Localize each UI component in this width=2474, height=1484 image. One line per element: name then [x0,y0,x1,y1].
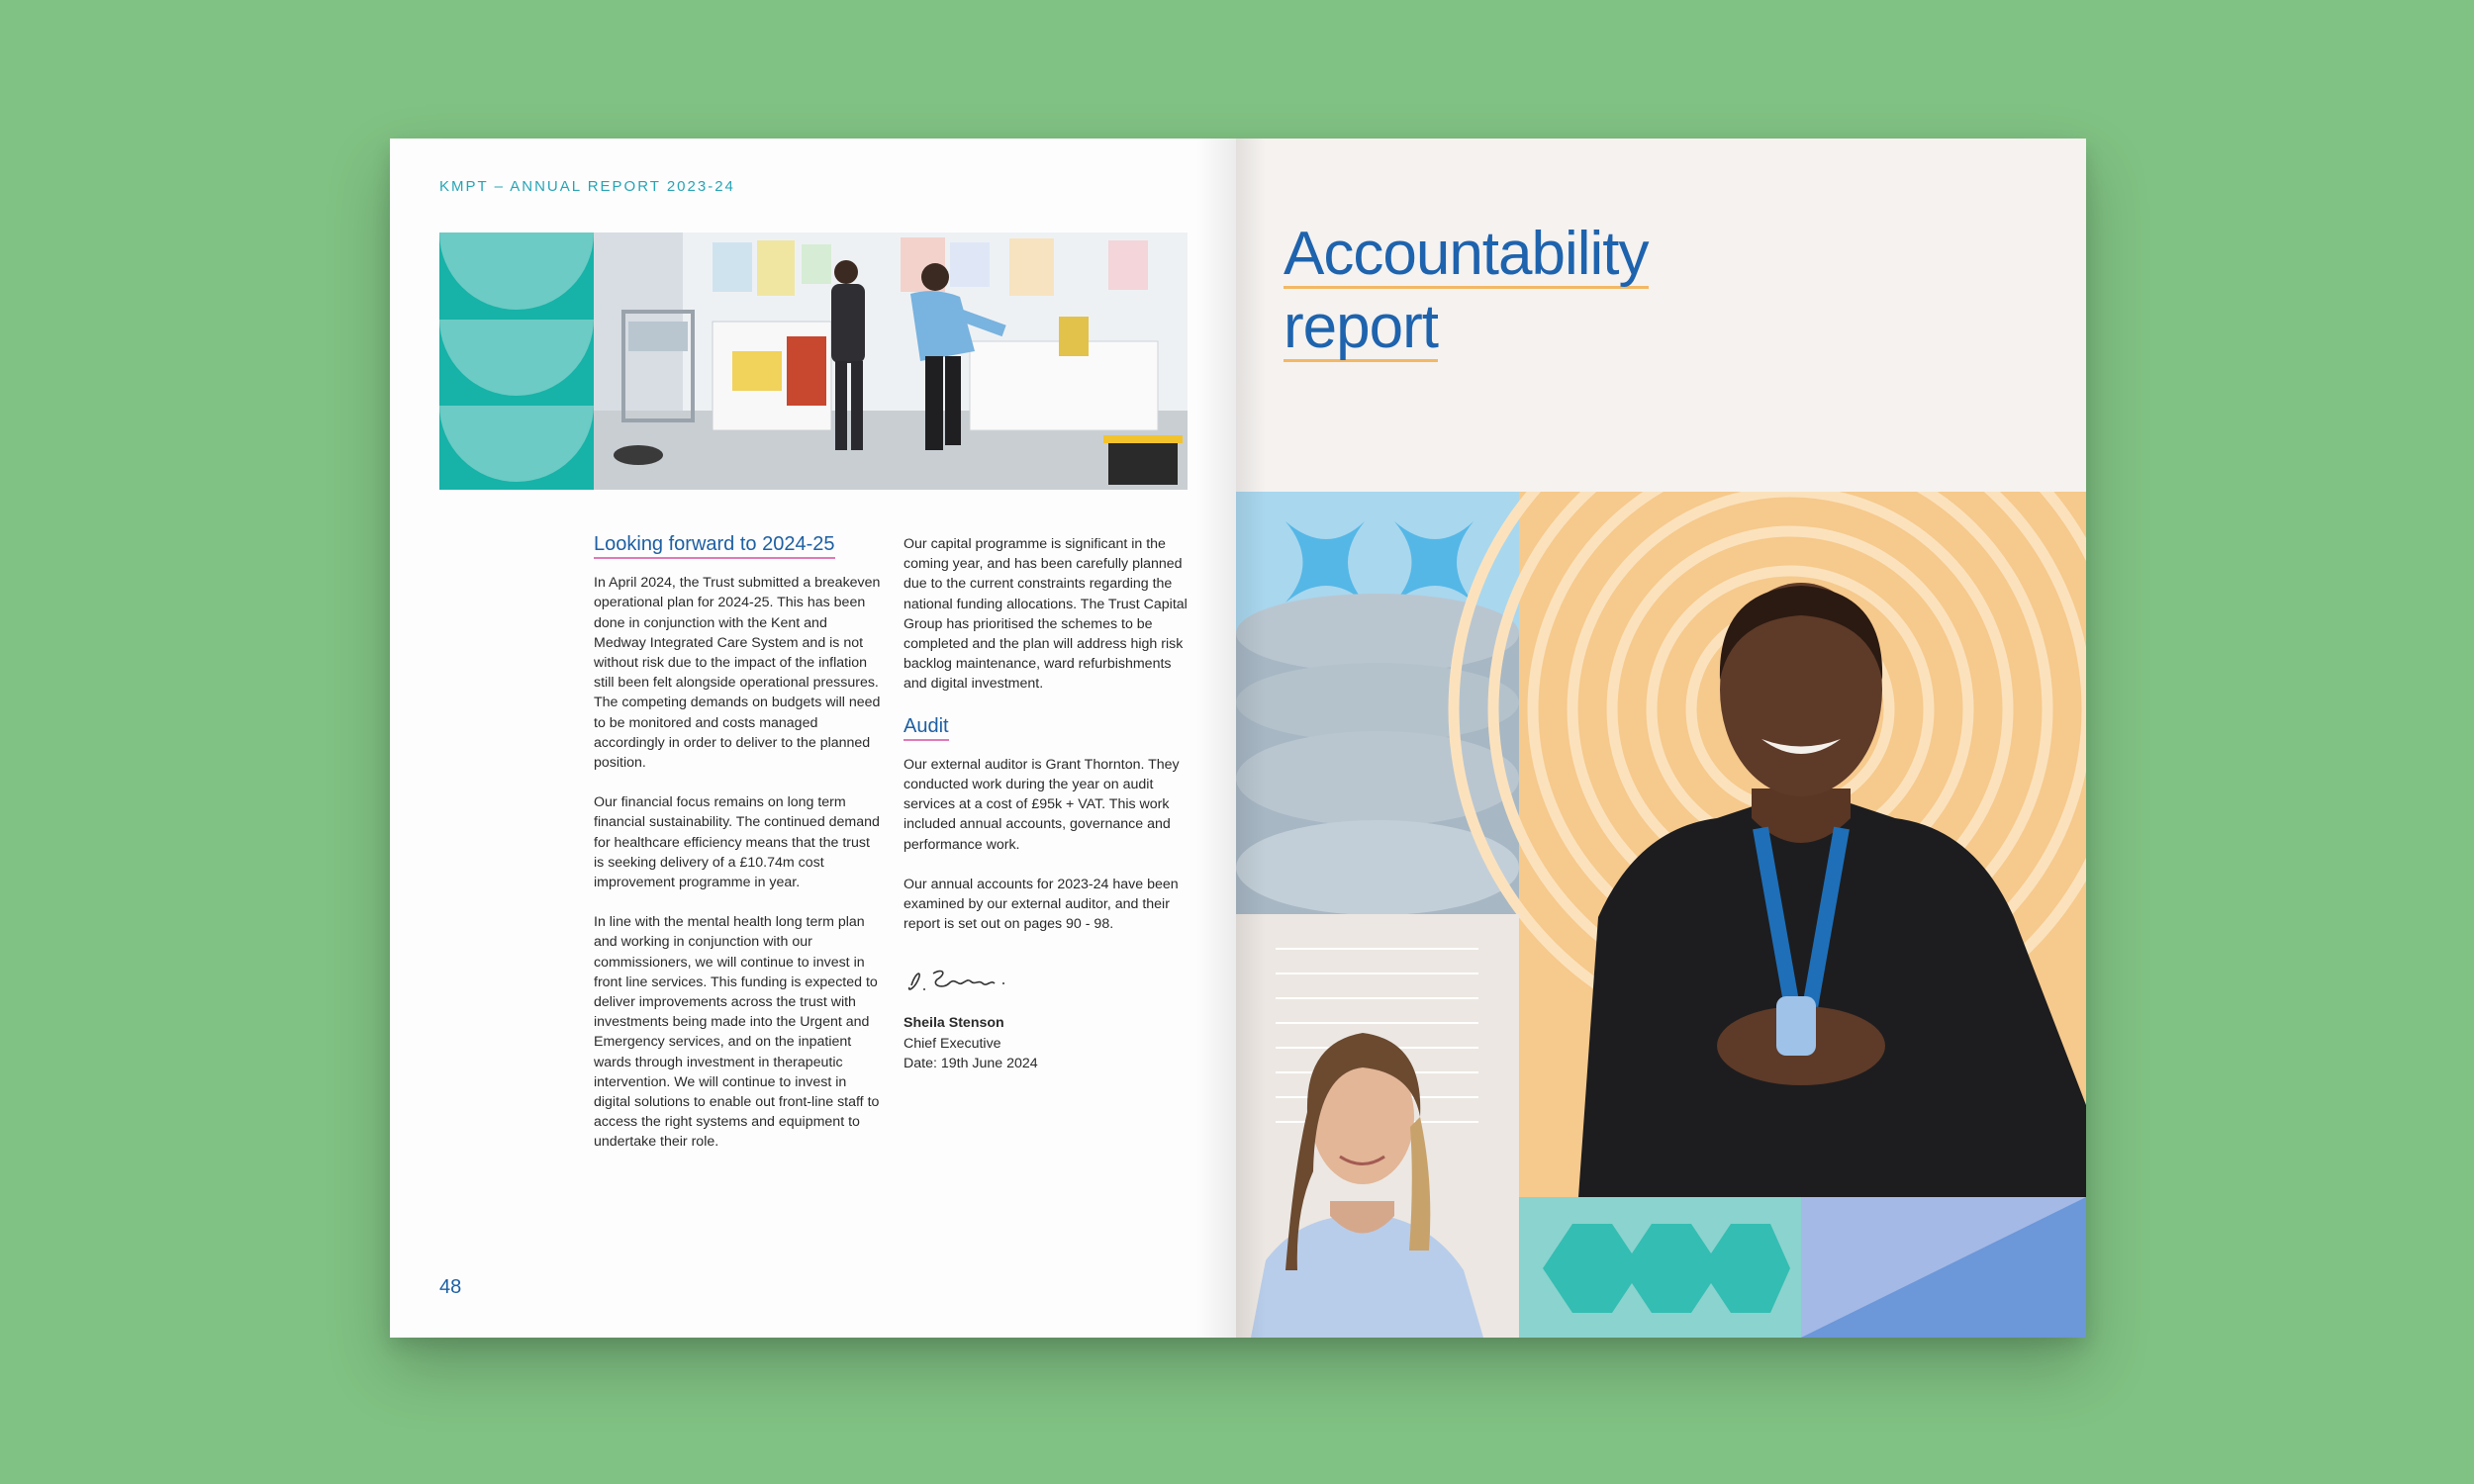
paragraph-financial-focus: Our financial focus remains on long term financial sustainability. The continued demand for healthcare efficiency means that the trust is seeking delivery of a £10.74m cost improvement programme in year. [594,794,880,891]
handwritten-signature [904,960,1190,999]
nurse-portrait-photo [1236,914,1519,1338]
running-head: KMPT – ANNUAL REPORT 2023-24 [439,178,735,195]
title-line-1: Accountability [1284,220,1649,288]
title-line-2: report [1284,293,1438,361]
paragraph-breakeven-plan: In April 2024, the Trust submitted a breakeven operational plan for 2024-25. This has been done in conjunction with the Kent and Medway Integrated Care System and is not without risk due to the impact of the inflation still been felt alongside operational pressures. The competing demands on budgets will need to be monitored and costs managed accordingly in order to deliver to the planned position. [594,575,881,772]
clinic-room-photo [594,232,1188,490]
signatory-date: Date: 19th June 2024 [904,1055,1038,1071]
section-heading-looking-forward: Looking forward to 2024-25 [594,534,835,559]
signatory-name: Sheila Stenson [904,1015,1004,1032]
text-column-1 [594,534,881,1172]
graphic-collage [1236,492,2086,1338]
staff-portrait-photo [1519,492,2086,1197]
section-heading-audit: Audit [904,716,949,741]
teal-half-circle-pattern [439,232,594,490]
paragraph-annual-accounts: Our annual accounts for 2023-24 have been examined by our external auditor, and their report is set out on pages 90 - 98. [904,876,1179,933]
annual-report-spread [390,139,2086,1338]
signatory-title: Chief Executive [904,1035,1001,1052]
left-page [390,139,1236,1338]
paragraph-mental-health-plan: In line with the mental health long term plan and working in conjunction with our commissioners, we will continue to invest in front line services. This funding is expected to deliver improvements across the trust with investments being made into the Urgent and Emergency services, and on the inpatient wards through investment in therapeutic intervention. We will continue to invest in digital solutions to enable out front-line staff to access the right systems and equipment to undertake their role. [594,914,880,1151]
paragraph-external-auditor: Our external auditor is Grant Thornton. They conducted work during the year on audit services at a cost of £95k + VAT. This work included annual accounts, governance and performance work. [904,756,1180,853]
paragraph-capital-programme: Our capital programme is significant in the coming year, and has been carefully planned due to the current constraints regarding the national funding allocations. The Trust Capital Group has prioritised the schemes to be completed and the plan will address high risk backlog maintenance, ward refurbishments and digital investment. [904,536,1188,693]
text-column-2 [904,534,1190,1073]
right-page [1236,139,2086,1338]
page-number: 48 [439,1276,462,1298]
page-title [1284,218,1649,364]
